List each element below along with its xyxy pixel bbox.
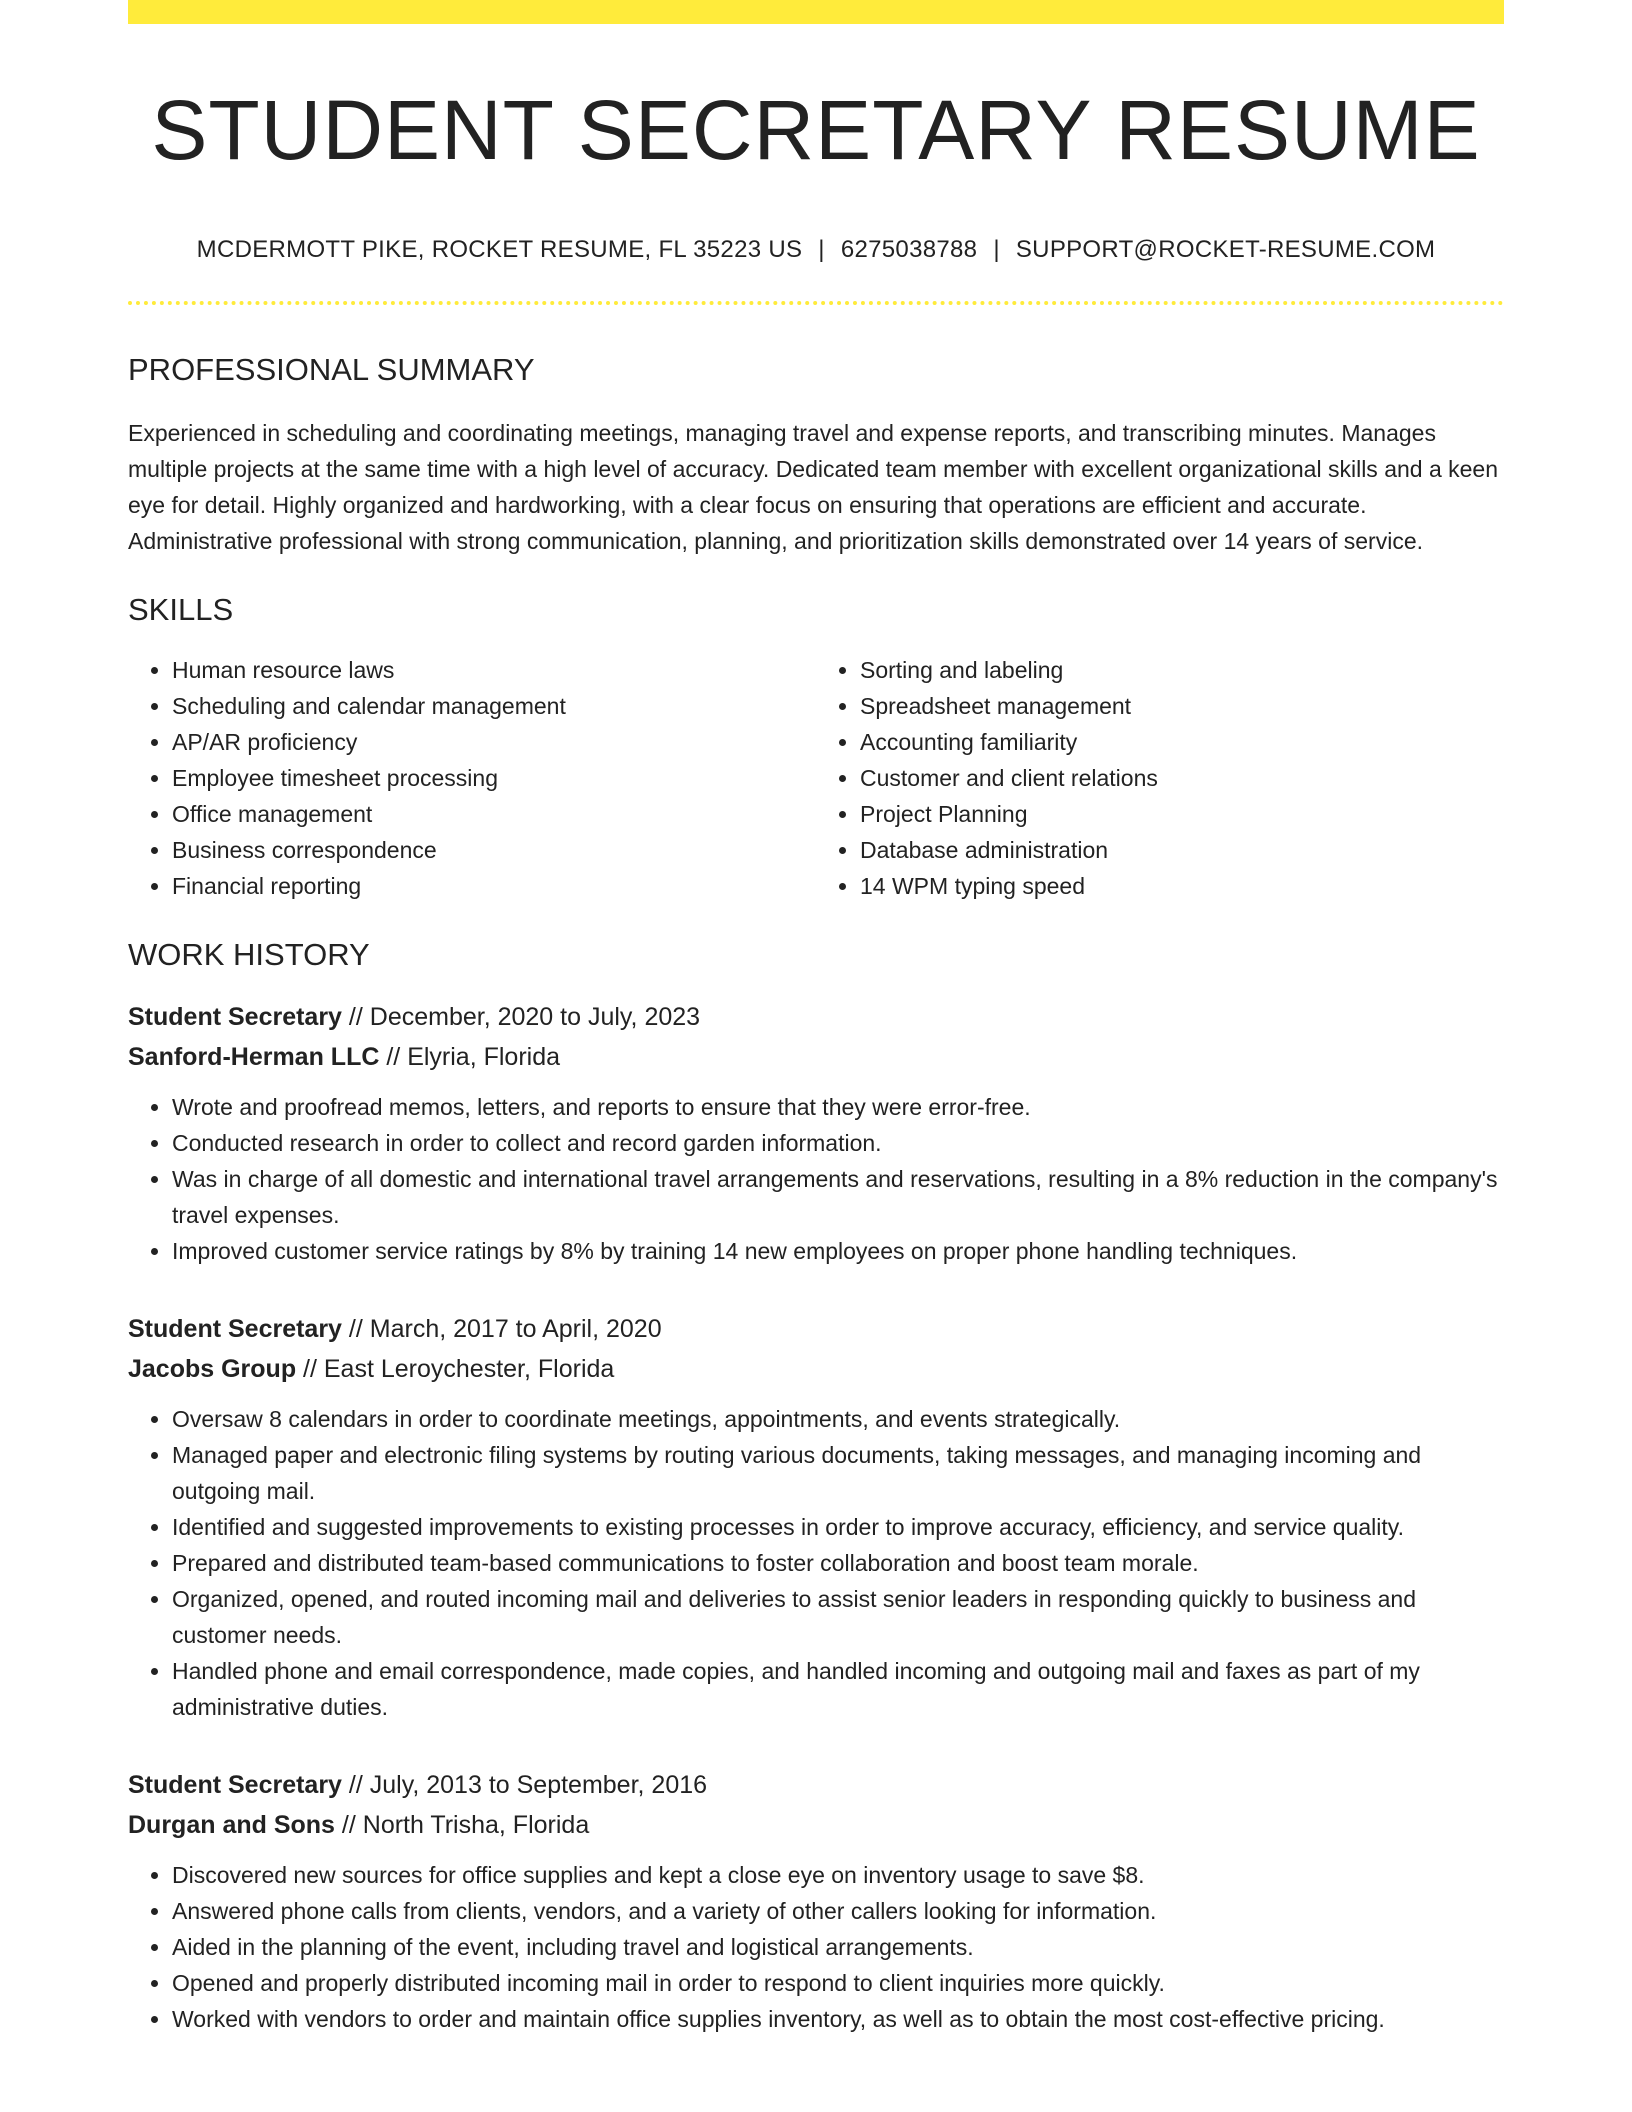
job-bullets [128,1857,1504,2037]
job-company: Sanford-Herman LLC [128,1042,380,1071]
job-location: // East Leroychester, Florida [303,1354,615,1383]
skill-item: • Financial reporting [172,868,816,904]
job-location: // North Trisha, Florida [341,1810,590,1839]
job-bullet: • Opened and properly distributed incoming mail in order to respond to client inquiries more quickly. [172,1965,1504,2001]
job-title-line [128,997,1504,1037]
job-bullet: • Identified and suggested improvements to existing processes in order to improve accuracy, efficiency, and service quality. [172,1509,1504,1545]
job-bullet: • Organized, opened, and routed incoming mail and deliveries to assist senior leaders in responding quickly to business and customer needs. [172,1581,1504,1653]
work-history-heading: WORK HISTORY [128,936,370,972]
top-accent-bar [128,0,1504,24]
contact-address: MCDERMOTT PIKE, ROCKET RESUME, FL 35223 US [196,236,803,264]
contact-line [128,236,1504,264]
job-bullets [128,1089,1504,1269]
contact-email: SUPPORT@ROCKET-RESUME.COM [1015,236,1436,264]
resume-page [128,0,1504,2037]
job-title-line [128,1309,1504,1349]
skills-heading: SKILLS [128,591,234,627]
job-bullet: • Worked with vendors to order and maintain office supplies inventory, as well as to obtain the most cost-effective pricing. [172,2001,1504,2037]
job-title-line [128,1765,1504,1805]
job-location: // Elyria, Florida [386,1042,561,1071]
skills-column-left [128,652,816,904]
job-company-line [128,1805,1504,1845]
skill-item: • Office management [172,796,816,832]
summary-text: Experienced in scheduling and coordinating meetings, managing travel and expense reports, and transcribing minutes. Manages multiple projects at the same time with a high level of accuracy. Dedicated team member with excellent organizational skills and a keen eye for detail. Highly organized and hardworking, with a clear focus on ensuring that operations are efficient and accurate. Administrative professional with strong communication, planning, and prioritization skills demonstrated over 14 years of service. [128,419,1499,554]
job-title: Student Secretary [128,1314,342,1343]
dotted-divider [128,301,1504,305]
job-company-line [128,1037,1504,1077]
job-company: Jacobs Group [128,1354,297,1383]
job-bullet: • Prepared and distributed team-based communications to foster collaboration and boost team morale. [172,1545,1504,1581]
skill-item: • Business correspondence [172,832,816,868]
job-company: Durgan and Sons [128,1810,335,1839]
job-bullets [128,1401,1504,1725]
job-dates: // March, 2017 to April, 2020 [348,1314,662,1343]
skill-item: • Human resource laws [172,652,816,688]
job-bullet: • Conducted research in order to collect and record garden information. [172,1125,1504,1161]
skill-item: • Employee timesheet processing [172,760,816,796]
summary-heading: PROFESSIONAL SUMMARY [128,352,535,388]
skill-item: • Sorting and labeling [860,652,1504,688]
skill-item: • Spreadsheet management [860,688,1504,724]
job-entry [128,1309,1504,1725]
skills-list [128,652,1504,904]
job-bullet: • Handled phone and email correspondence, made copies, and handled incoming and outgoing mail and faxes as part of my administrative duties. [172,1653,1504,1725]
job-bullet: • Was in charge of all domestic and international travel arrangements and reservations, resulting in a 8% reduction in the company's travel expenses. [172,1161,1504,1233]
job-entry [128,1765,1504,2037]
job-title: Student Secretary [128,1770,342,1799]
job-bullet: • Oversaw 8 calendars in order to coordinate meetings, appointments, and events strategically. [172,1401,1504,1437]
contact-separator: | [818,236,825,264]
contact-separator: | [993,236,1000,264]
skill-item: • Scheduling and calendar management [172,688,816,724]
job-title: Student Secretary [128,1002,342,1031]
skills-column-right [816,652,1504,904]
skill-item: • Project Planning [860,796,1504,832]
skill-item: • Accounting familiarity [860,724,1504,760]
job-entry [128,997,1504,1269]
resume-title: STUDENT SECRETARY RESUME [151,83,1481,177]
job-bullet: • Aided in the planning of the event, including travel and logistical arrangements. [172,1929,1504,1965]
job-bullet: • Improved customer service ratings by 8% by training 14 new employees on proper phone handling techniques. [172,1233,1504,1269]
job-company-line [128,1349,1504,1389]
skill-item: • Database administration [860,832,1504,868]
job-bullet: • Managed paper and electronic filing systems by routing various documents, taking messages, and managing incoming and outgoing mail. [172,1437,1504,1509]
job-dates: // December, 2020 to July, 2023 [348,1002,701,1031]
skill-item: • AP/AR proficiency [172,724,816,760]
job-bullet: • Wrote and proofread memos, letters, and reports to ensure that they were error-free. [172,1089,1504,1125]
job-bullet: • Discovered new sources for office supplies and kept a close eye on inventory usage to save $8. [172,1857,1504,1893]
skill-item: • Customer and client relations [860,760,1504,796]
contact-phone: 6275038788 [840,236,978,264]
skill-item: • 14 WPM typing speed [860,868,1504,904]
job-bullet: • Answered phone calls from clients, vendors, and a variety of other callers looking for information. [172,1893,1504,1929]
job-dates: // July, 2013 to September, 2016 [348,1770,708,1799]
